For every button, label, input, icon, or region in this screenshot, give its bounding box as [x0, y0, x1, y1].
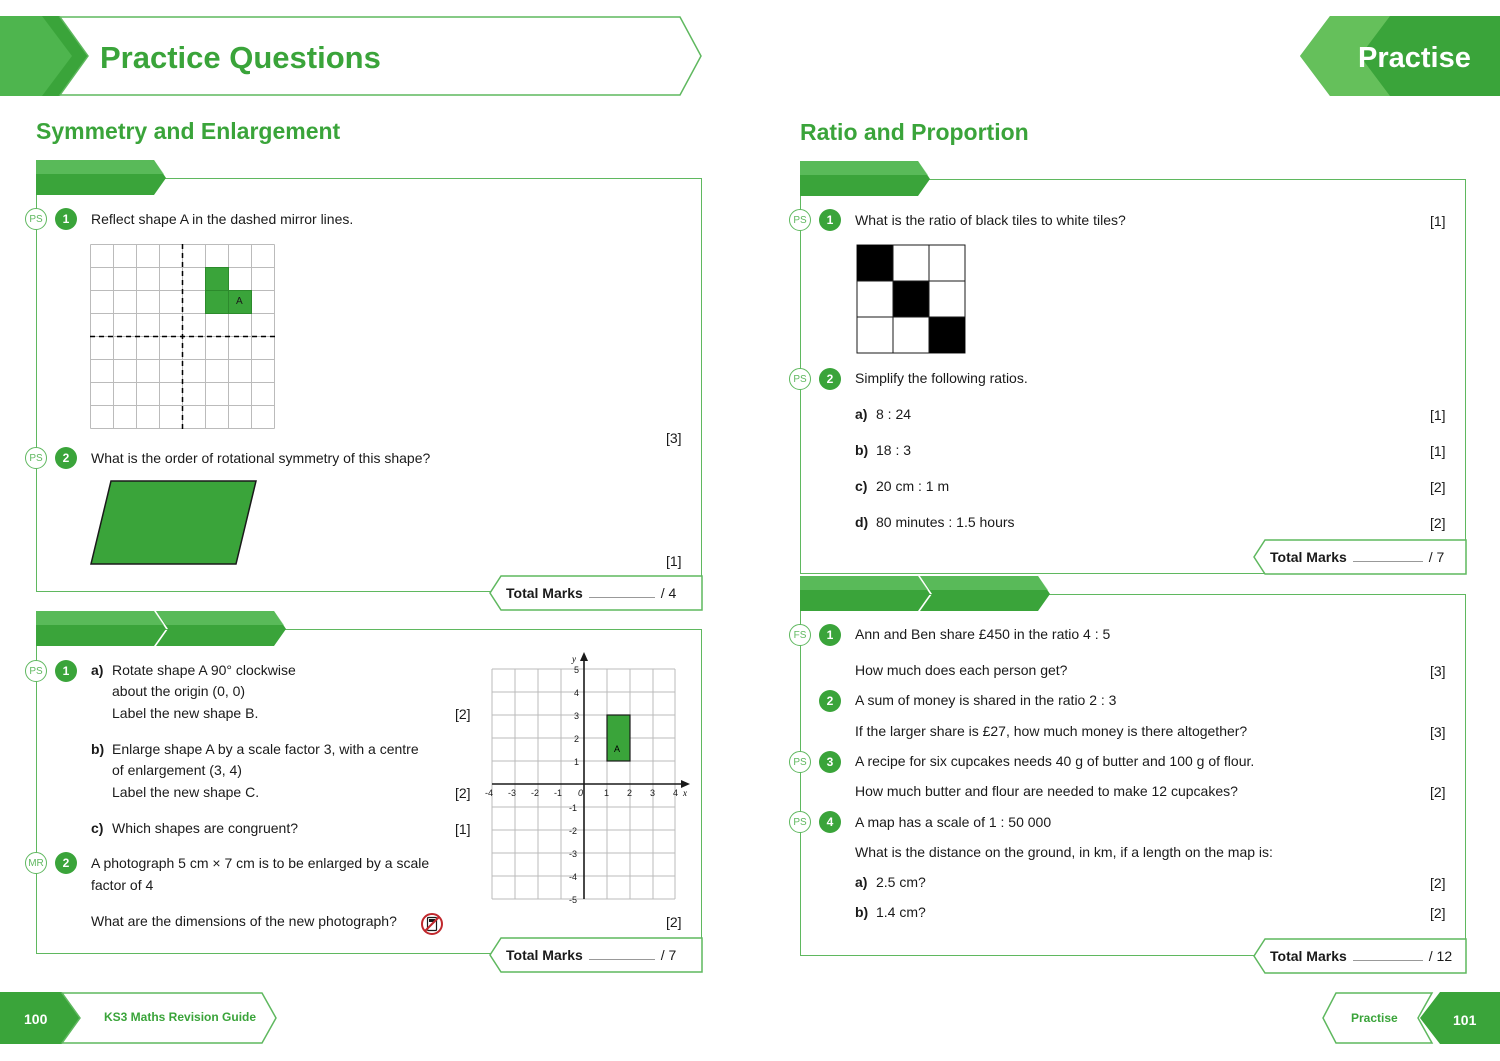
shape-a-label: A: [236, 296, 243, 307]
y-tick-label: 4: [574, 688, 580, 698]
question-number: 3: [819, 751, 841, 773]
total-marks-label: Total Marks: [1270, 549, 1347, 565]
parallelogram-shape: [90, 480, 260, 566]
page-title-right: Practise: [1358, 42, 1471, 74]
part-label: a): [855, 874, 868, 890]
section-title-symmetry: Symmetry and Enlargement: [36, 118, 341, 144]
ps-badge: PS: [25, 447, 47, 469]
ps-badge: PS: [25, 208, 47, 230]
part-b-line2: of enlargement (3, 4): [112, 762, 242, 778]
part-a-line2: about the origin (0, 0): [112, 683, 246, 699]
ps-badge: PS: [25, 660, 47, 682]
question-text: What is the ratio of black tiles to white tiles?: [855, 212, 1126, 228]
part-a-line3: Label the new shape B.: [112, 705, 259, 721]
question-marks: [2]: [1430, 784, 1446, 800]
part-label: c): [91, 820, 104, 836]
part-text: 8 : 24: [876, 406, 912, 422]
part-text: 1.4 cm?: [876, 904, 926, 920]
difficulty-tab-2: [36, 611, 290, 647]
coordinate-grid: [485, 652, 692, 905]
question-text: Simplify the following ratios.: [855, 370, 1028, 386]
question-marks: [1]: [455, 821, 471, 837]
question-number: 4: [819, 811, 841, 833]
part-label: d): [855, 514, 869, 530]
no-calculator-icon: [420, 912, 444, 936]
question-marks: [1]: [1430, 443, 1446, 459]
question-number: 1: [55, 208, 77, 230]
part-text: 18 : 3: [876, 442, 912, 458]
total-marks-line: [589, 588, 655, 598]
part-b-line3: Label the new shape C.: [112, 784, 260, 800]
part-text: 80 minutes : 1.5 hours: [876, 514, 1015, 530]
part-c-text: Which shapes are congruent?: [112, 820, 298, 836]
question-marks: [2]: [1430, 515, 1446, 531]
y-tick-label: 1: [574, 757, 580, 767]
part-label: c): [855, 478, 868, 494]
question-text: What is the distance on the ground, in km, if a length on the map is:: [855, 844, 1273, 860]
shape-a-rect: [607, 715, 630, 761]
total-marks: [1270, 948, 1452, 964]
x-tick-label: 2: [627, 788, 633, 798]
part-a-line1: Rotate shape A 90° clockwise: [112, 662, 296, 678]
y-tick-label: 5: [574, 665, 580, 675]
question-marks: [2]: [666, 914, 682, 930]
total-marks-line: [589, 950, 655, 960]
question-number: 2: [819, 368, 841, 390]
y-tick-label: 2: [574, 734, 580, 744]
total-marks-value: / 7: [1428, 549, 1445, 565]
total-marks: [506, 585, 676, 601]
part-b-line1: Enlarge shape A by a scale factor 3, with a centre: [112, 741, 419, 757]
question-number: 2: [55, 447, 77, 469]
question-marks: [1]: [666, 553, 682, 569]
ps-badge: PS: [789, 368, 811, 390]
x-tick-label: 4: [673, 788, 679, 798]
question-marks: [2]: [1430, 875, 1446, 891]
question-text: What are the dimensions of the new photograph?: [91, 913, 397, 929]
question-marks: [3]: [1430, 724, 1446, 740]
difficulty-tab-3: [800, 161, 932, 197]
ps-badge: PS: [789, 209, 811, 231]
x-tick-label: -4: [485, 788, 494, 798]
x-tick-label: 1: [604, 788, 610, 798]
question-text: If the larger share is £27, how much money is there altogether?: [855, 723, 1248, 739]
difficulty-tab-4: [800, 576, 1054, 612]
part-label: b): [91, 741, 105, 757]
page-number-left: 100: [24, 1011, 48, 1027]
total-marks-label: Total Marks: [506, 585, 583, 601]
x-tick-label: -3: [508, 788, 517, 798]
question-number: 1: [819, 624, 841, 646]
part-label: a): [91, 662, 104, 678]
page-title-left: Practice Questions: [100, 40, 381, 75]
question-number: 2: [819, 690, 841, 712]
total-marks: [506, 947, 676, 963]
total-marks-value: / 7: [660, 947, 677, 963]
x-axis-label: x: [683, 788, 687, 798]
difficulty-tab-1: [36, 160, 168, 196]
mr-badge: MR: [25, 852, 47, 874]
x-tick-label: -2: [531, 788, 540, 798]
footer-book-title: KS3 Maths Revision Guide: [104, 1010, 257, 1024]
page-number-right: 101: [1453, 1012, 1477, 1028]
section-title-ratio: Ratio and Proportion: [800, 119, 1029, 145]
tiles-grid: [856, 244, 966, 354]
question-marks: [2]: [455, 785, 471, 801]
graph-shape-a-label: A: [614, 744, 621, 754]
question-text: Ann and Ben share £450 in the ratio 4 : 5: [855, 626, 1111, 642]
part-text: 2.5 cm?: [876, 874, 926, 890]
total-marks-label: Total Marks: [506, 947, 583, 963]
question-number: 2: [55, 852, 77, 874]
total-marks: [1270, 549, 1444, 565]
reflection-grid: [90, 244, 276, 430]
question-text: A sum of money is shared in the ratio 2 : 3: [855, 692, 1117, 708]
question-marks: [2]: [1430, 479, 1446, 495]
question-marks: [3]: [666, 430, 682, 446]
question-number: 1: [55, 660, 77, 682]
question-text: How much butter and flour are needed to make 12 cupcakes?: [855, 783, 1238, 799]
question-marks: [1]: [1430, 213, 1446, 229]
fs-badge: FS: [789, 624, 811, 646]
question-number: 1: [819, 209, 841, 231]
part-label: a): [855, 406, 868, 422]
question-text: factor of 4: [91, 877, 154, 893]
question-text: A photograph 5 cm × 7 cm is to be enlarged by a scale: [91, 855, 430, 871]
y-tick-label: -4: [569, 872, 578, 882]
ps-badge: PS: [789, 751, 811, 773]
part-text: 20 cm : 1 m: [876, 478, 950, 494]
x-tick-label: -1: [554, 788, 563, 798]
x-tick-label: 3: [650, 788, 656, 798]
question-marks: [2]: [1430, 905, 1446, 921]
part-label: b): [855, 904, 869, 920]
part-label: b): [855, 442, 869, 458]
footer-section-title: Practise: [1351, 1011, 1398, 1025]
question-text: Reflect shape A in the dashed mirror lines.: [91, 211, 354, 227]
y-tick-label: -2: [569, 826, 578, 836]
y-tick-label: -3: [569, 849, 578, 859]
y-tick-label: -1: [569, 803, 578, 813]
total-marks-line: [1353, 951, 1423, 961]
y-axis-label: y: [572, 654, 576, 664]
y-tick-label: 3: [574, 711, 580, 721]
question-text: A map has a scale of 1 : 50 000: [855, 814, 1052, 830]
ps-badge: PS: [789, 811, 811, 833]
question-text: How much does each person get?: [855, 662, 1068, 678]
question-text: What is the order of rotational symmetry of this shape?: [91, 450, 431, 466]
y-tick-label: -5: [569, 895, 578, 905]
total-marks-line: [1353, 552, 1423, 562]
total-marks-value: / 12: [1428, 948, 1453, 964]
question-marks: [2]: [455, 706, 471, 722]
question-marks: [1]: [1430, 407, 1446, 423]
x-tick-label: 0: [578, 788, 584, 798]
total-marks-value: / 4: [660, 585, 677, 601]
question-marks: [3]: [1430, 663, 1446, 679]
question-text: A recipe for six cupcakes needs 40 g of butter and 100 g of flour.: [855, 753, 1255, 769]
total-marks-label: Total Marks: [1270, 948, 1347, 964]
